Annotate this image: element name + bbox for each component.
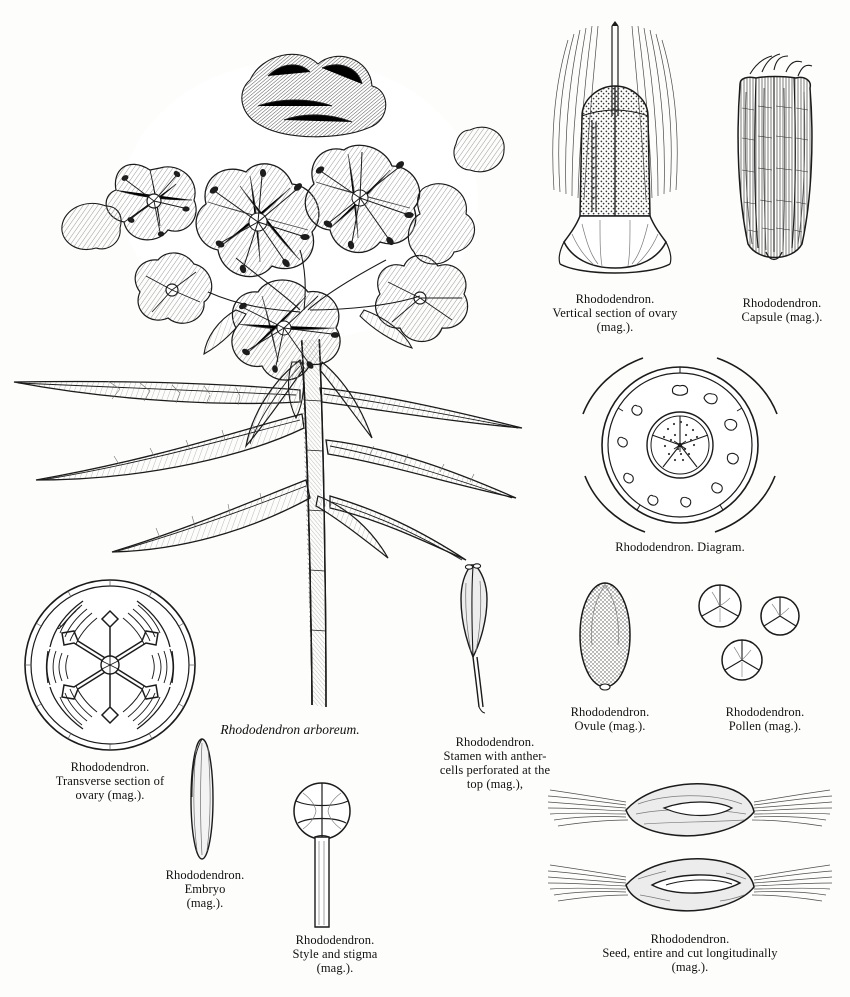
floral-diagram-caption [570,540,790,554]
caption-line: Rhododendron. [165,868,245,882]
style-and-stigma-figure [275,775,370,935]
caption-line: Rhododendron. [455,735,535,749]
pollen-caption [690,705,840,733]
habit-caption: Rhododendron arboreum. [220,722,360,737]
caption-line: Style and stigma [292,947,378,961]
seed-figure [540,760,840,935]
capsule-figure [710,48,840,288]
caption-line: top (mag.), [466,777,524,791]
caption-line: (mag.). [316,961,354,975]
caption-line: cells perforated at the [439,763,551,777]
caption-line: Rhododendron. [650,932,730,946]
caption-line: Rhododendron. [575,292,655,306]
caption-line: Transverse section of [55,774,165,788]
caption-line: Rhododendron. Diagram. [615,540,745,554]
pollen-figure [690,580,810,690]
caption-line: Rhododendron. [570,705,650,719]
caption-line: Capsule (mag.). [741,310,823,324]
caption-line: Rhododendron. [742,296,822,310]
stamen-figure [435,555,515,715]
style-stigma-caption [255,933,415,975]
caption-line: (mag.). [186,896,224,910]
caption-line: (mag.). [671,960,709,974]
caption-line: (mag.). [596,320,634,334]
caption-line: ovary (mag.). [75,788,145,802]
caption-line: Rhododendron. [725,705,805,719]
embryo-caption [140,868,270,910]
caption-line: Stamen with anther- [443,749,547,763]
embryo-figure [180,735,224,865]
caption-line: Embryo [184,882,226,896]
caption-line: Pollen (mag.). [728,719,802,733]
ovule-caption [540,705,680,733]
floral-diagram-figure [575,350,785,540]
seed-caption [535,932,845,974]
ovule-figure [560,575,650,695]
transverse-section-of-ovary-figure [20,575,200,755]
capsule-caption [712,296,850,324]
vertical-section-ovary-caption [515,292,715,334]
caption-line: Ovule (mag.). [574,719,646,733]
caption-line: Rhododendron. [295,933,375,947]
caption-line: Rhododendron. [70,760,150,774]
caption-line: Seed, entire and cut longitudinally [602,946,778,960]
caption-line: Vertical section of ovary [552,306,678,320]
vertical-section-of-ovary-figure [520,20,710,290]
